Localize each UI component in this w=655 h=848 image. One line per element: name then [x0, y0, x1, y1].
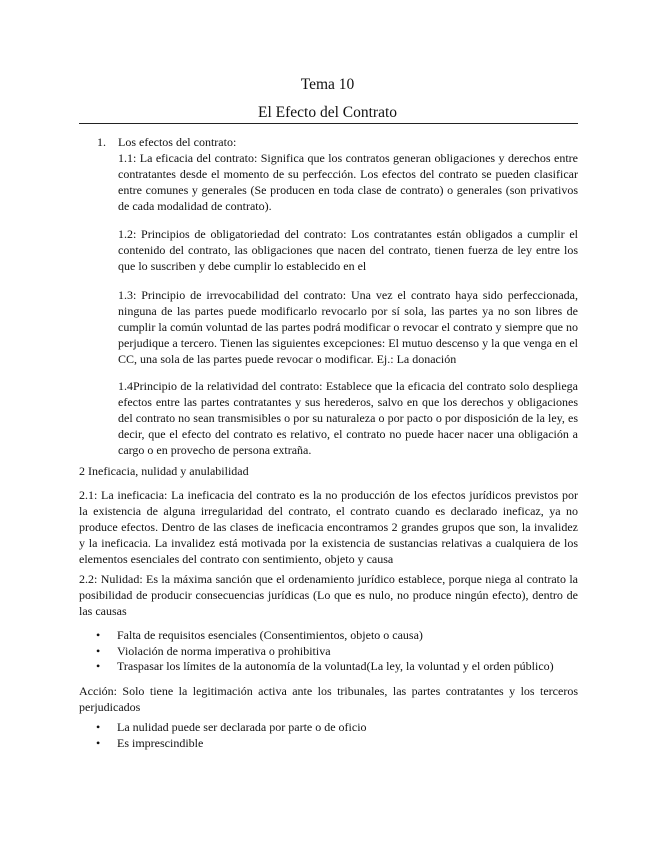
section-1-number: 1.: [97, 135, 106, 149]
list-item-text: Traspasar los límites de la autonomía de la voluntad(La ley, la voluntad y el orden público): [117, 659, 554, 673]
paragraph-2-1: 2.1: La ineficacia: La ineficacia del contrato es la no producción de los efectos jurídicos previstos por la existencia de alguna irregularidad del contrato, el contrato cuando es declarado ineficaz, ya no produce efectos. Dentro de las clases de ineficacia encontramos 2 grandes grupos que son, la invalidez y la ineficacia. La invalidez está motivada por la existencia de sustancias relativas a cualquiera de los elementos esenciales del contrato con sentimiento, objeto y causa: [79, 488, 578, 566]
title-divider: [79, 123, 578, 124]
list-item-text: Es imprescindible: [117, 736, 204, 750]
list-item-text: Falta de requisitos esenciales (Consentimientos, objeto o causa): [117, 628, 423, 642]
bullet-icon: •: [96, 736, 101, 750]
paragraph-1-3: 1.3: Principio de irrevocabilidad del contrato: Una vez el contrato haya sido perfeccionada, ninguna de las partes puede modificarlo revocarlo por sí sola, las partes ya no son libres de cumplir la común voluntad de las partes podrá modificar o revocar el contrato y siempre que no perjudique a tercero. Tienen las siguientes excepciones: El mutuo descenso y la que venga en el CC, una sola de las partes puede revocar o modificar. Ej.: La donación: [118, 288, 578, 366]
document-title: El Efecto del Contrato: [257, 104, 398, 121]
paragraph-2-2: 2.2: Nulidad: Es la máxima sanción que el ordenamiento jurídico establece, porque niega al contrato la posibilidad de producir consecuencias jurídicas (Lo que es nulo, no produce ningún efecto), dentro de las causas: [79, 572, 578, 618]
section-1-heading: Los efectos del contrato:: [118, 135, 237, 149]
section-2-heading: 2 Ineficacia, nulidad y anulabilidad: [79, 464, 249, 478]
bullet-icon: •: [96, 659, 101, 673]
paragraph-1-2: 1.2: Principios de obligatoriedad del contrato: Los contratantes están obligados a cumplir el contenido del contrato, las obligaciones que nacen del contrato, tienen fuerza de ley entre los que lo suscriben y debe cumplir lo establecido en el: [118, 227, 578, 273]
list-item-text: La nulidad puede ser declarada por parte o de oficio: [117, 720, 367, 734]
bullet-icon: •: [96, 644, 101, 658]
paragraph-1-4: 1.4Principio de la relatividad del contrato: Establece que la eficacia del contrato solo despliega efectos entre las partes contratantes y sus herederos, salvo en que los derechos y obligaciones del contrato no sean transmisibles o por su naturaleza o por pacto o por disposición de la ley, es decir, que el efecto del contrato es relativo, el contrato no puede hacer nacer una obligación a cargo o en provecho de persona extraña.: [118, 379, 578, 457]
paragraph-1-1: 1.1: La eficacia del contrato: Significa que los contratos generan obligaciones y derechos entre contratantes desde el momento de su perfección. Los efectos del contrato se pueden clasificar entre comunes y generales (Se producen en toda clase de contrato) o generales (son privativos de cada modalidad de contrato).: [118, 151, 578, 213]
bullet-icon: •: [96, 628, 101, 642]
tema-heading: Tema 10: [300, 76, 355, 93]
paragraph-accion: Acción: Solo tiene la legitimación activa ante los tribunales, las partes contratantes y los terceros perjudicados: [79, 684, 578, 714]
list-item-text: Violación de norma imperativa o prohibitiva: [117, 644, 331, 658]
bullet-icon: •: [96, 720, 101, 734]
